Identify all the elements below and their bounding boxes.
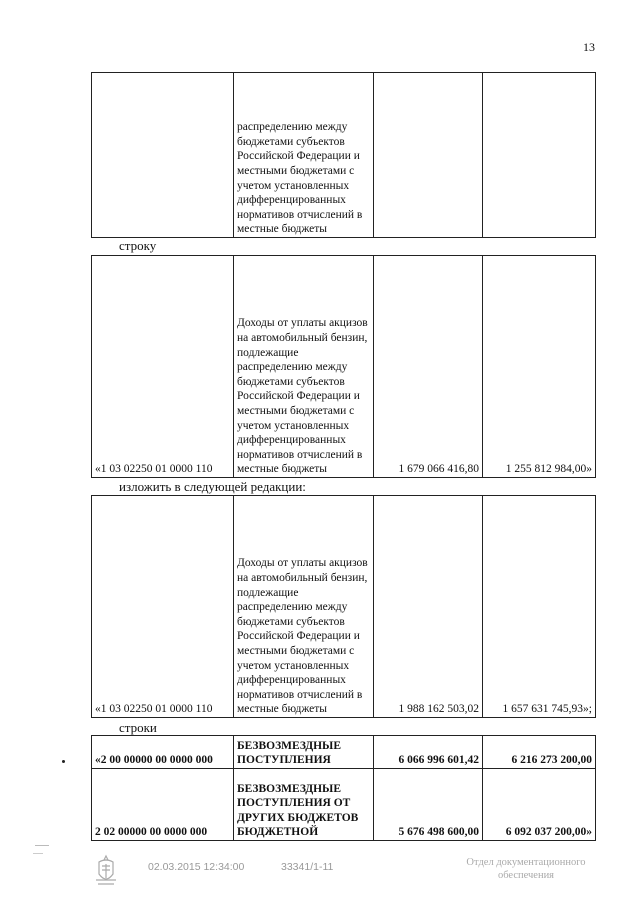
footer-timestamp: 02.03.2015 12:34:00	[148, 861, 245, 873]
value-2015-cell: 6 066 996 601,42	[374, 736, 483, 769]
empty-code-cell	[92, 73, 234, 238]
value-2016-cell: 6 216 273 200,00	[483, 736, 596, 769]
scan-mark	[62, 760, 65, 763]
department-stamp	[446, 856, 606, 882]
totals-table	[91, 735, 596, 841]
income-name-cell: Доходы от уплаты акцизов на автомобильный бензин, подлежащие распределению между бюджетами субъектов Российской Федерации и местными бюджетами с учетом установленных дифференцированных нормативов отчислений в местные бюджеты	[234, 496, 374, 718]
income-name-cell: распределению между бюджетами субъектов Российской Федерации и местными бюджетами с учетом установленных дифференцированных нормативов отчислений в местные бюджеты	[234, 73, 374, 238]
caption-stroki: строки	[119, 720, 157, 735]
coat-of-arms-icon	[93, 854, 119, 888]
footer-doc-number: 33341/1-11	[281, 861, 334, 873]
income-name-cell: Доходы от уплаты акцизов на автомобильный бензин, подлежащие распределению между бюджетами субъектов Российской Федерации и местными бюджетами с учетом установленных дифференцированных нормативов отчислений в местные бюджеты	[234, 256, 374, 478]
caption-stroku: строку	[119, 238, 157, 253]
income-code-cell: «1 03 02250 01 0000 110	[92, 496, 234, 718]
income-code-cell: «1 03 02250 01 0000 110	[92, 256, 234, 478]
empty-value-cell	[483, 73, 596, 238]
caption-izlozhit: изложить в следующей редакции:	[119, 479, 306, 494]
income-code-cell: 2 02 00000 00 0000 000	[92, 769, 234, 841]
income-name-cell: БЕЗВОЗМЕЗДНЫЕ ПОСТУПЛЕНИЯ ОТ ДРУГИХ БЮДЖЕТОВ БЮДЖЕТНОЙ	[234, 769, 374, 841]
income-code-cell: «2 00 00000 00 0000 000	[92, 736, 234, 769]
old-row-table	[91, 255, 596, 478]
value-2016-cell: 1 255 812 984,00»	[483, 256, 596, 478]
value-2015-cell: 1 988 162 503,02	[374, 496, 483, 718]
continuation-table	[91, 72, 596, 238]
page-number: 13	[583, 40, 595, 54]
value-2015-cell: 5 676 498 600,00	[374, 769, 483, 841]
stamp-line: обеспечения	[497, 870, 555, 881]
stamp-line: Отдел документационного	[466, 857, 586, 868]
value-2015-cell: 1 679 066 416,80	[374, 256, 483, 478]
scan-mark	[33, 853, 43, 854]
value-2016-cell: 1 657 631 745,93»;	[483, 496, 596, 718]
empty-value-cell	[374, 73, 483, 238]
income-name-cell: БЕЗВОЗМЕЗДНЫЕ ПОСТУПЛЕНИЯ	[234, 736, 374, 769]
value-2016-cell: 6 092 037 200,00»	[483, 769, 596, 841]
scan-mark	[35, 845, 49, 846]
new-row-table	[91, 495, 596, 718]
